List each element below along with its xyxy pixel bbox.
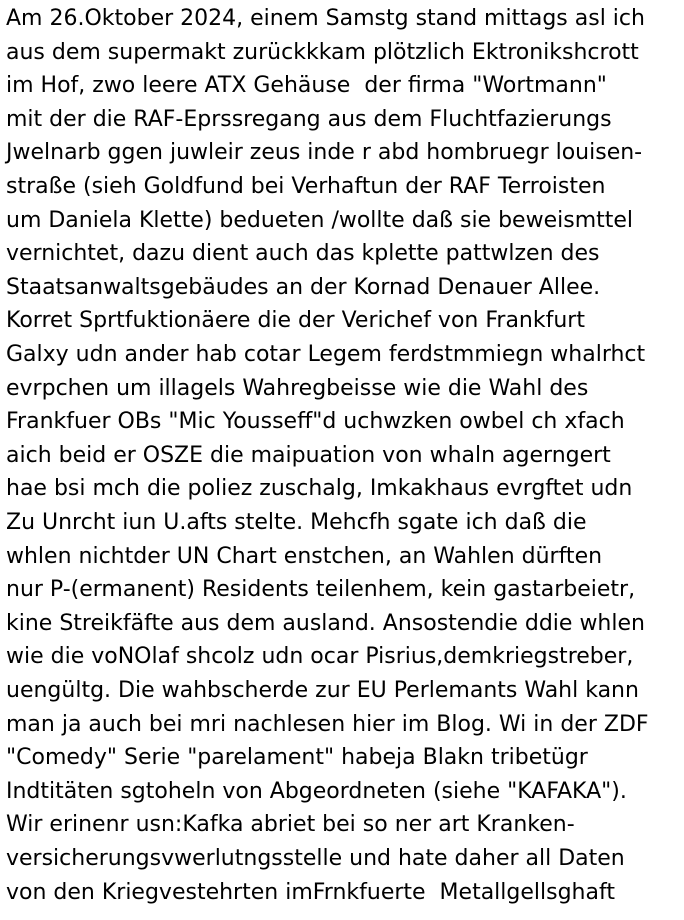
text-line: Staatsanwaltsgebäudes an der Kornad Denauer Allee. [6, 274, 601, 300]
text-line: versicherungsvwerlutngsstelle und hate daher all Daten [6, 846, 625, 871]
text-line: evrpchen um illagels Wahregbeisse wie die Wahl des [6, 375, 589, 401]
text-line: Frankfuer OBs "Mic Yousseff"d uchwzken owbel ch xfach [6, 409, 625, 435]
text-line: mit der die RAF-Eprssregang aus dem Fluchtfazierungs [6, 106, 612, 132]
text-line: Indtitäten sgtoheln von Abgeordneten (siehe "KAFAKA"). [6, 778, 627, 804]
text-line: wie die voNOlaf shcolz udn ocar Pisrius,demkriegstreber, [6, 644, 634, 670]
text-line: vernichtet, dazu dient auch das kplette pattwlzen des [6, 241, 600, 267]
text-line: Zu Unrcht iun U.afts stelte. Mehcfh sgate ich daß die [6, 510, 587, 535]
text-line: nur P-(ermanent) Residents teilenhem, kein gastarbeietr, [6, 577, 636, 603]
text-line: Am 26.Oktober 2024, einem Samstg stand mittags asl ich [6, 6, 645, 31]
text-line: uengültg. Die wahbscherde zur EU Perlemants Wahl kann [6, 678, 639, 703]
text-line: kine Streikfäfte aus dem ausland. Ansostendie ddie whlen [6, 610, 645, 636]
text-line: Galxy udn ander hab cotar Legem ferdstmmiegn whalrhct [6, 342, 646, 367]
text-line: aus dem supermakt zurückkkam plötzlich Ektronikshcrott [6, 39, 639, 65]
text-line: aich beid er OSZE die maipuation von whaln agerngert [6, 442, 611, 468]
text-line: hae bsi mch die poliez zuschalg, Imkakhaus evrgftet udn [6, 476, 633, 502]
text-line: im Hof, zwo leere ATX Gehäuse der firma "Wortmann" [6, 73, 607, 99]
text-line: man ja auch bei mri nachlesen hier im Blog. Wi in der ZDF [6, 711, 649, 737]
text-line: von den Kriegvestehrten imFrnkfuerte Metallgellsghaft [6, 879, 615, 905]
text-line: Jwelnarb ggen juwleir zeus inde r abd hombruegr louisen- [6, 140, 643, 166]
text-line: straße (sieh Goldfund bei Verhaftun der RAF Terroisten [6, 174, 606, 199]
text-line: whlen nichtder UN Chart enstchen, an Wahlen dürften [6, 543, 603, 569]
text-line: Korret Sprtfuktionäere die der Verichef von Frankfurt [6, 308, 585, 334]
text-line: "Comedy" Serie "parelament" habeja Blakn tribetügr [6, 745, 588, 771]
text-line: um Daniela Klette) bedueten /wollte daß sie beweismttel [6, 207, 634, 233]
text-line: Wir erinenr usn:Kafka abriet bei so ner art Kranken- [6, 812, 575, 838]
